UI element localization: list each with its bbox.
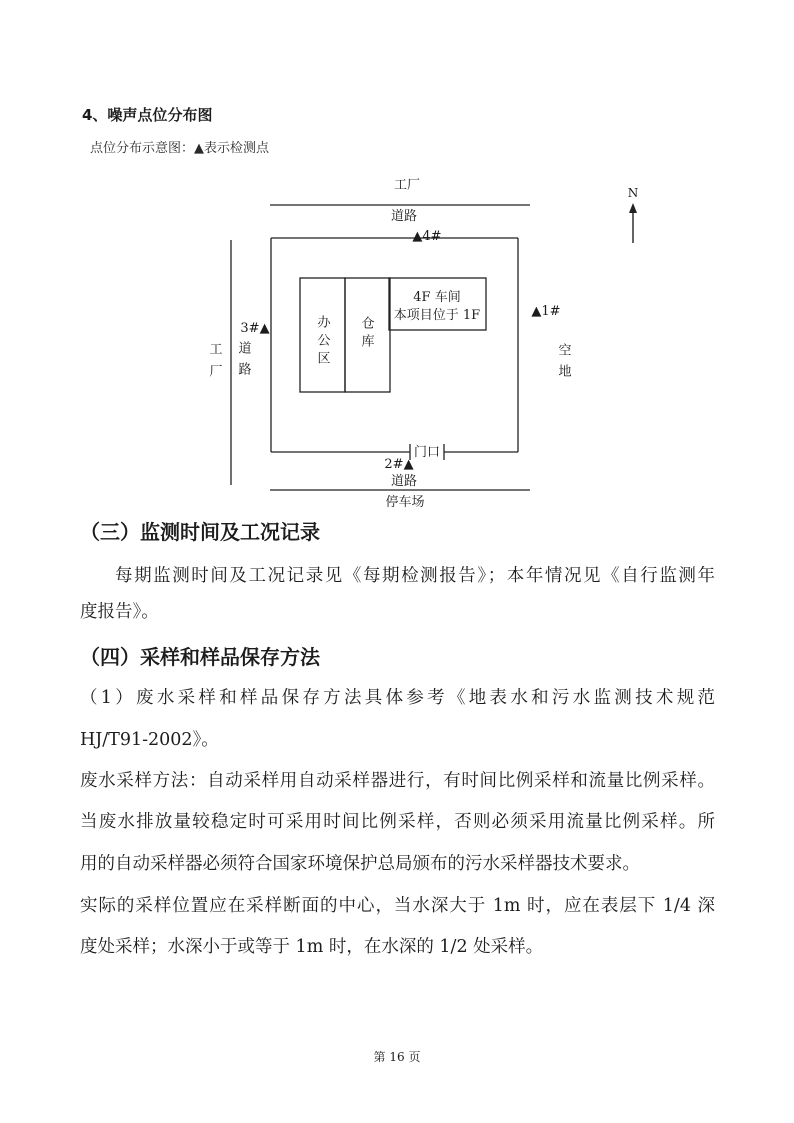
diagram-caption: 点位分布示意图：▲表示检测点 [90,141,269,156]
north-arrow-icon [629,203,637,243]
label-warehouse: 仓库 [358,316,374,352]
paragraph-line: 当废水排放量较稳定时可采用时间比例采样，否则必须采用流量比例采样。所 [80,812,715,832]
label-left-factory: 工厂 [206,342,222,386]
label-workshop: 4F 车间 [413,290,461,305]
monitoring-point-4: ▲4# [412,229,442,244]
label-top-road: 道路 [390,209,418,224]
label-north: N [627,186,639,200]
label-top-factory: 工厂 [393,178,421,193]
label-vacant-land: 空地 [555,343,571,385]
label-office: 办公区 [314,315,330,369]
paragraph-line: 每期监测时间及工况记录见《每期检测报告》；本年情况见《自行监测年 [115,566,715,586]
paragraph-line: 用的自动采样器必须符合国家环境保护总局颁布的污水采样器技术要求。 [80,854,640,874]
heading-monitoring-time: （三）监测时间及工况记录 [80,520,320,544]
diagram-lines [0,0,794,520]
paragraph-line: HJ/T91-2002》。 [80,730,219,750]
label-bottom-road: 道路 [390,474,418,489]
paragraph-line: 实际的采样位置应在采样断面的中心，当水深大于 1m 时，应在表层下 1/4 深 [80,896,715,916]
paragraph-line: 度处采样；水深小于或等于 1m 时，在水深的 1/2 处采样。 [80,937,544,957]
label-left-road: 道路 [235,341,251,383]
page-number: 第 16 页 [373,1050,421,1064]
site-boundary [271,238,518,460]
monitoring-point-3: 3#▲ [240,321,270,336]
label-gate: 门口 [413,445,441,460]
paragraph-line: 度报告》。 [80,602,159,622]
paragraph-line: （1）废水采样和样品保存方法具体参考《地表水和污水监测技术规范 [80,688,715,708]
heading-sampling-methods: （四）采样和样品保存方法 [80,645,320,669]
label-workshop-note: 本项目位于 1F [393,308,481,323]
monitoring-point-1: ▲1# [531,304,561,319]
paragraph-line: 废水采样方法：自动采样用自动采样器进行，有时间比例采样和流量比例采样。 [80,771,715,791]
section-title: 4、噪声点位分布图 [82,106,213,124]
label-parking: 停车场 [385,495,425,510]
monitoring-point-2: 2#▲ [384,457,414,472]
